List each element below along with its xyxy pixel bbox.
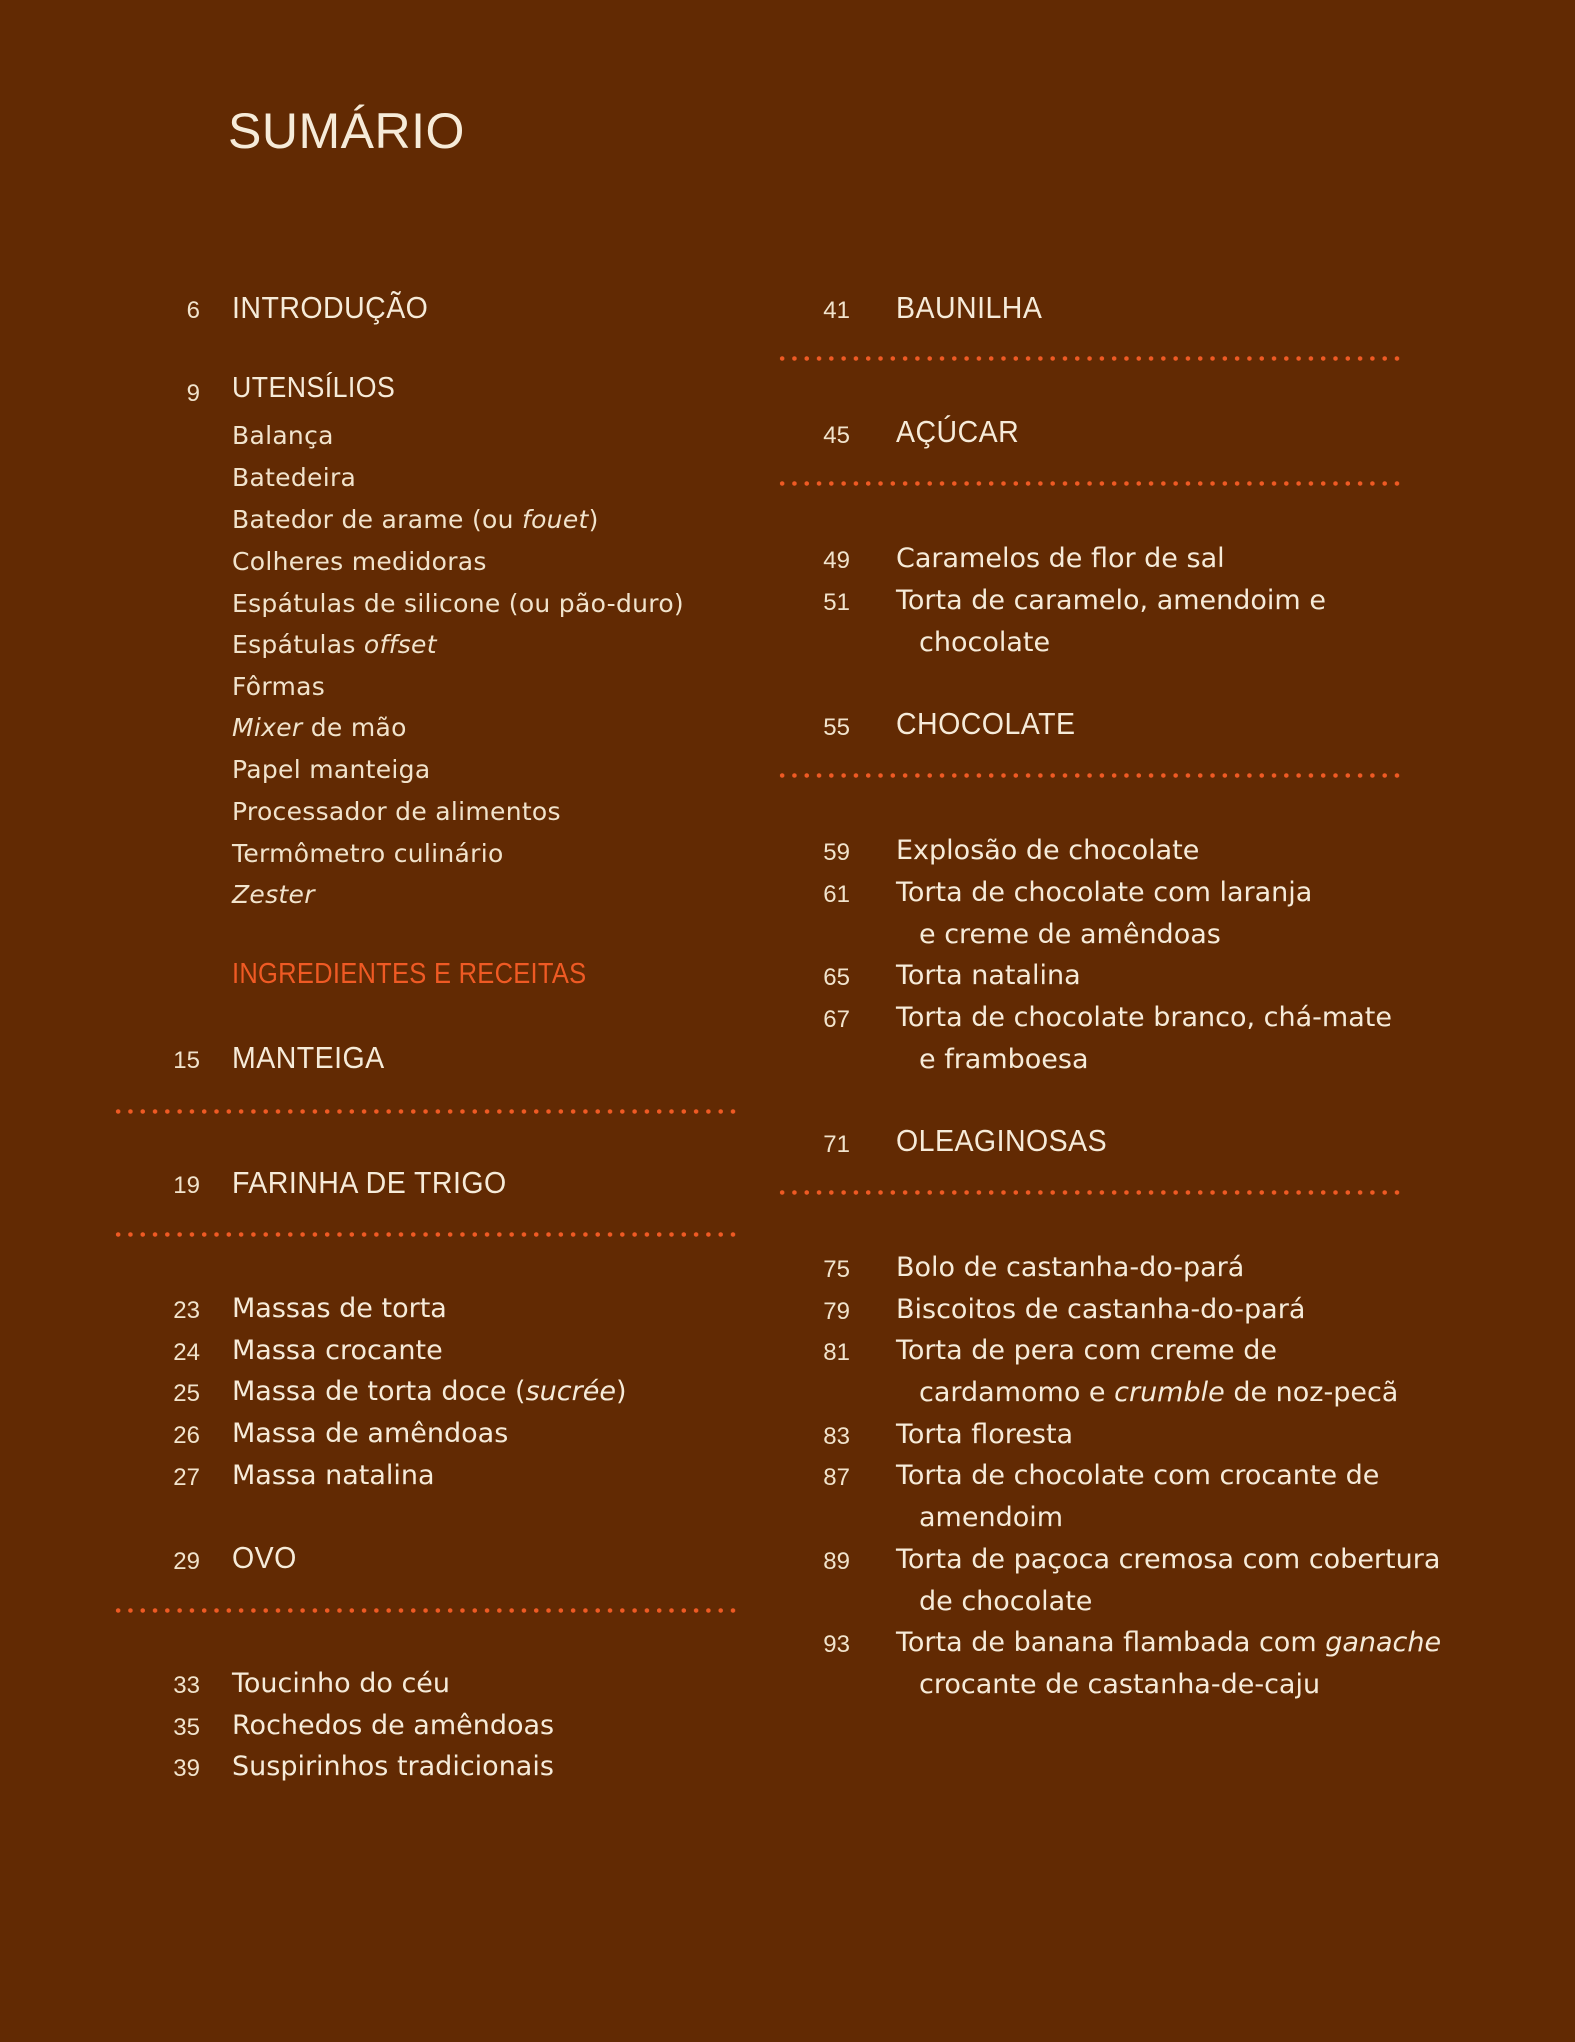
page-number: 71 <box>823 1131 850 1158</box>
utensil-item: Processador de alimentos <box>232 797 561 826</box>
page-number: 33 <box>173 1672 200 1699</box>
dotted-divider <box>776 773 1406 778</box>
dotted-divider <box>112 1109 742 1114</box>
utensil-item: Espátulas de silicone (ou pão-duro) <box>232 589 684 618</box>
chapter-baunilha[interactable]: BAUNILHA <box>896 290 1043 325</box>
dotted-divider <box>776 481 1406 486</box>
dotted-divider <box>112 1232 742 1237</box>
page-number: 61 <box>823 881 850 908</box>
recipe-item[interactable]: Suspirinhos tradicionais <box>232 1751 554 1782</box>
section-header: INGREDIENTES E RECEITAS <box>232 958 587 990</box>
page-number: 27 <box>173 1464 200 1491</box>
chapter-utensilios[interactable]: UTENSÍLIOS <box>232 372 396 404</box>
dotted-divider <box>112 1608 742 1613</box>
utensil-item: Mixer de mão <box>232 713 407 742</box>
utensil-item: Espátulas offset <box>232 630 437 659</box>
page-number: 79 <box>823 1298 850 1325</box>
page-title: SUMÁRIO <box>228 103 465 159</box>
dotted-divider <box>776 1190 1406 1195</box>
page-number: 29 <box>173 1548 200 1575</box>
page-number: 55 <box>823 714 850 741</box>
recipe-item[interactable]: Torta floresta <box>896 1419 1074 1450</box>
recipe-item[interactable]: Torta de chocolate com laranja <box>896 877 1313 908</box>
recipe-item[interactable]: Toucinho do céu <box>232 1668 451 1699</box>
chapter-manteiga[interactable]: MANTEIGA <box>232 1040 385 1075</box>
chapter-introducao[interactable]: INTRODUÇÃO <box>232 290 429 325</box>
page-number: 87 <box>823 1464 850 1491</box>
utensil-item: Colheres medidoras <box>232 547 487 576</box>
page-number: 6 <box>186 297 200 324</box>
page-number: 59 <box>823 839 850 866</box>
utensil-item: Zester <box>232 880 315 909</box>
page-number: 41 <box>823 297 850 324</box>
recipe-item[interactable]: Torta de paçoca cremosa com cobertura <box>896 1544 1441 1575</box>
recipe-item[interactable]: Massas de torta <box>232 1293 447 1324</box>
recipe-item-continuation: cardamomo e crumble de noz-pecã <box>919 1377 1399 1408</box>
recipe-item[interactable]: Explosão de chocolate <box>896 835 1200 866</box>
utensil-item: Balança <box>232 421 334 450</box>
recipe-item[interactable]: Massa crocante <box>232 1335 443 1366</box>
recipe-item-continuation: de chocolate <box>919 1586 1093 1617</box>
page-number: 35 <box>173 1714 200 1741</box>
recipe-item[interactable]: Bolo de castanha-do-pará <box>896 1252 1245 1283</box>
recipe-item[interactable]: Massa de torta doce (sucrée) <box>232 1376 627 1407</box>
page-number: 39 <box>173 1755 200 1782</box>
recipe-item[interactable]: Torta de chocolate com crocante de <box>896 1460 1380 1491</box>
recipe-item[interactable]: Caramelos de flor de sal <box>896 543 1225 574</box>
chapter-chocolate[interactable]: CHOCOLATE <box>896 706 1076 741</box>
page-number: 9 <box>186 380 200 407</box>
page-number: 93 <box>823 1631 850 1658</box>
page-number: 89 <box>823 1548 850 1575</box>
recipe-item-continuation: amendoim <box>919 1502 1064 1533</box>
chapter-acucar[interactable]: AÇÚCAR <box>896 414 1020 449</box>
page-number: 83 <box>823 1423 850 1450</box>
chapter-farinha-de-trigo[interactable]: FARINHA DE TRIGO <box>232 1165 507 1200</box>
recipe-item[interactable]: Torta de pera com creme de <box>896 1335 1278 1366</box>
utensil-item: Papel manteiga <box>232 755 431 784</box>
recipe-item[interactable]: Massa de amêndoas <box>232 1418 509 1449</box>
page-number: 45 <box>823 422 850 449</box>
recipe-item[interactable]: Massa natalina <box>232 1460 435 1491</box>
utensil-item: Termômetro culinário <box>232 839 504 868</box>
page-number: 51 <box>823 589 850 616</box>
page-number: 75 <box>823 1256 850 1283</box>
page-number: 26 <box>173 1422 200 1449</box>
utensil-item: Fôrmas <box>232 672 326 701</box>
page-number: 49 <box>823 547 850 574</box>
page-number: 24 <box>173 1339 200 1366</box>
page-number: 19 <box>173 1172 200 1199</box>
chapter-ovo[interactable]: OVO <box>232 1540 297 1575</box>
recipe-item[interactable]: Torta de banana flambada com ganache <box>896 1627 1442 1658</box>
chapter-oleaginosas[interactable]: OLEAGINOSAS <box>896 1123 1108 1158</box>
recipe-item[interactable]: Torta de caramelo, amendoim e <box>896 585 1326 616</box>
utensil-item: Batedeira <box>232 463 357 492</box>
page-number: 81 <box>823 1339 850 1366</box>
page-number: 25 <box>173 1380 200 1407</box>
page-number: 65 <box>823 964 850 991</box>
utensil-item: Batedor de arame (ou fouet) <box>232 505 599 534</box>
recipe-item-continuation: e creme de amêndoas <box>919 919 1221 950</box>
page-number: 23 <box>173 1297 200 1324</box>
recipe-item-continuation: e framboesa <box>919 1044 1089 1075</box>
recipe-item-continuation: chocolate <box>919 627 1051 658</box>
recipe-item[interactable]: Biscoitos de castanha-do-pará <box>896 1294 1306 1325</box>
recipe-item[interactable]: Torta de chocolate branco, chá-mate <box>896 1002 1392 1033</box>
page-number: 15 <box>173 1047 200 1074</box>
recipe-item-continuation: crocante de castanha-de-caju <box>919 1669 1321 1700</box>
page-number: 67 <box>823 1006 850 1033</box>
recipe-item[interactable]: Torta natalina <box>896 960 1081 991</box>
recipe-item[interactable]: Rochedos de amêndoas <box>232 1710 555 1741</box>
dotted-divider <box>776 356 1406 361</box>
